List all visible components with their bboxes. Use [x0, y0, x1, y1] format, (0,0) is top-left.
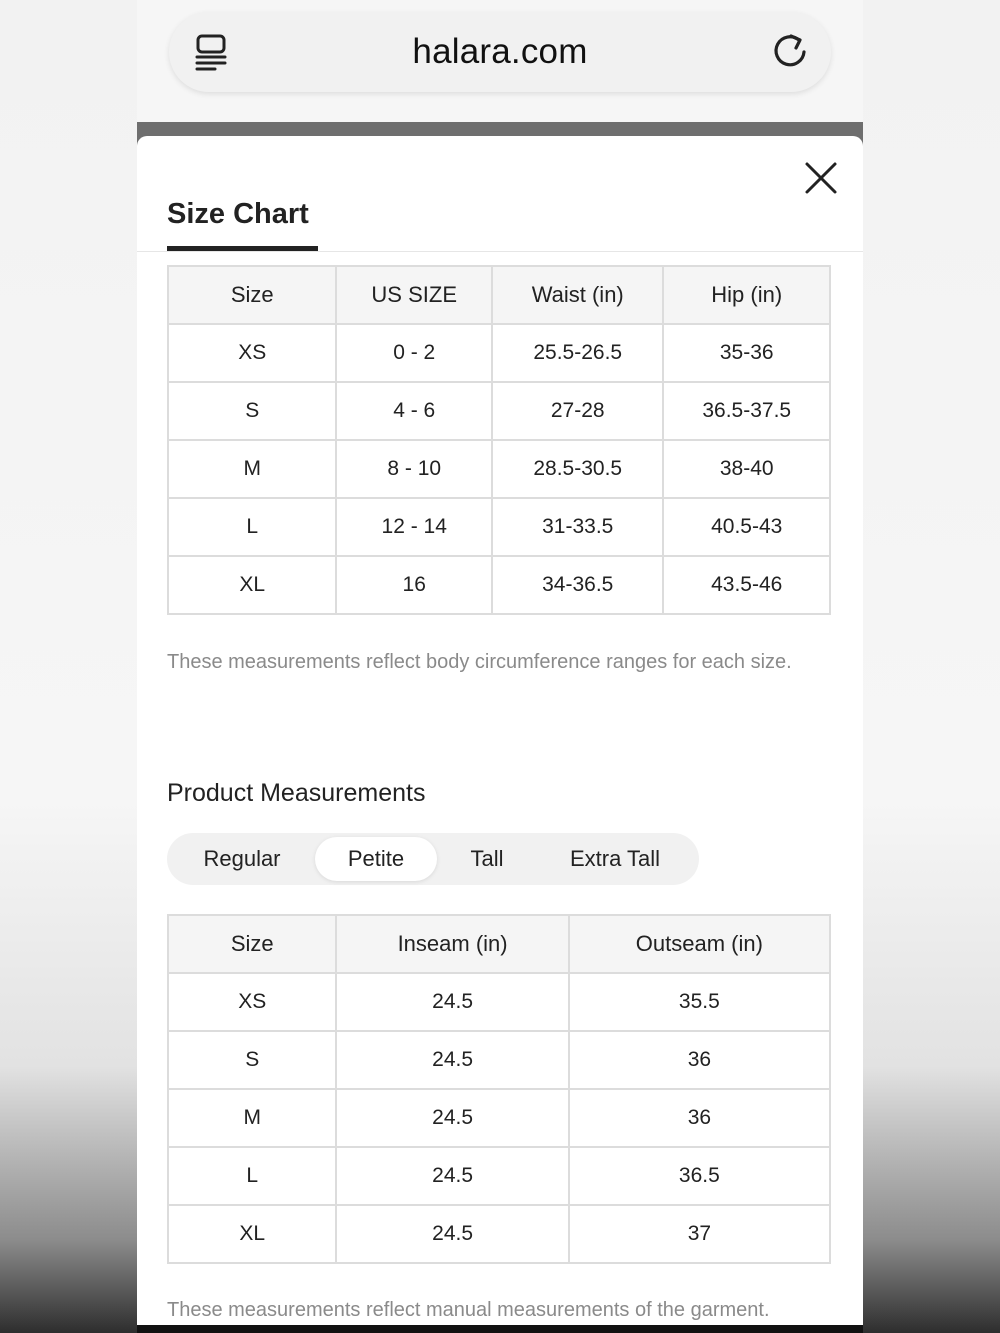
cell-size: S — [168, 382, 336, 440]
address-bar[interactable] — [169, 12, 831, 92]
cell-outseam: 36 — [569, 1031, 830, 1089]
table-header-row — [168, 915, 830, 973]
tab-petite[interactable]: Petite — [315, 837, 437, 881]
table-row — [168, 440, 830, 498]
table-row — [168, 1205, 830, 1263]
cell-hip: 40.5-43 — [663, 498, 830, 556]
header-hip: Hip (in) — [663, 266, 830, 324]
cell-waist: 25.5-26.5 — [492, 324, 663, 382]
cell-hip: 43.5-46 — [663, 556, 830, 614]
cell-us-size: 8 - 10 — [336, 440, 492, 498]
cell-hip: 35-36 — [663, 324, 830, 382]
header-size: Size — [168, 266, 336, 324]
tab-regular[interactable]: Regular — [203, 846, 281, 871]
cell-inseam: 24.5 — [336, 1205, 568, 1263]
table-row — [168, 1147, 830, 1205]
cell-us-size: 4 - 6 — [336, 382, 492, 440]
sheet-title[interactable]: Size Chart — [167, 198, 309, 230]
product-measurements-title: Product Measurements — [167, 779, 426, 807]
phone-screen — [137, 0, 863, 1333]
cell-inseam: 24.5 — [336, 1089, 568, 1147]
cell-size: XS — [168, 324, 336, 382]
reload-icon[interactable] — [769, 30, 811, 72]
url-text[interactable]: halara.com — [412, 32, 588, 71]
fit-segmented-control — [167, 833, 699, 885]
tab-extra-tall[interactable]: Extra Tall — [569, 846, 661, 871]
cell-outseam: 37 — [569, 1205, 830, 1263]
cell-us-size: 12 - 14 — [336, 498, 492, 556]
cell-waist: 31-33.5 — [492, 498, 663, 556]
header-us-size: US SIZE — [336, 266, 492, 324]
divider — [137, 251, 863, 252]
size-chart-sheet — [137, 136, 863, 1333]
cell-waist: 27-28 — [492, 382, 663, 440]
cell-outseam: 36 — [569, 1089, 830, 1147]
cell-inseam: 24.5 — [336, 1031, 568, 1089]
cell-waist: 34-36.5 — [492, 556, 663, 614]
cell-hip: 38-40 — [663, 440, 830, 498]
cell-size: S — [168, 1031, 336, 1089]
header-size: Size — [168, 915, 336, 973]
table-row — [168, 556, 830, 614]
header-waist: Waist (in) — [492, 266, 663, 324]
cell-size: XL — [168, 556, 336, 614]
background-left — [0, 0, 137, 1333]
size-chart-table — [167, 265, 831, 615]
size-chart-note: These measurements reflect body circumference ranges for each size. — [167, 651, 792, 673]
cell-inseam: 24.5 — [336, 1147, 568, 1205]
cell-us-size: 16 — [336, 556, 492, 614]
cell-size: XS — [168, 973, 336, 1031]
cell-outseam: 36.5 — [569, 1147, 830, 1205]
product-measurements-note: These measurements reflect manual measurements of the garment. — [167, 1299, 770, 1321]
browser-toolbar — [137, 0, 863, 122]
table-row — [168, 382, 830, 440]
cell-size: M — [168, 440, 336, 498]
header-outseam: Outseam (in) — [569, 915, 830, 973]
table-row — [168, 1031, 830, 1089]
bottom-edge — [137, 1325, 863, 1333]
cell-hip: 36.5-37.5 — [663, 382, 830, 440]
table-row — [168, 1089, 830, 1147]
product-measurements-table — [167, 914, 831, 1264]
cell-size: L — [168, 498, 336, 556]
cell-size: XL — [168, 1205, 336, 1263]
table-row — [168, 498, 830, 556]
tab-tall[interactable]: Tall — [470, 846, 504, 871]
cell-size: M — [168, 1089, 336, 1147]
table-header-row — [168, 266, 830, 324]
background-right — [863, 0, 1000, 1333]
cell-waist: 28.5-30.5 — [492, 440, 663, 498]
close-icon[interactable] — [803, 160, 839, 196]
cell-inseam: 24.5 — [336, 973, 568, 1031]
header-inseam: Inseam (in) — [336, 915, 568, 973]
cell-outseam: 35.5 — [569, 973, 830, 1031]
table-row — [168, 973, 830, 1031]
cell-size: L — [168, 1147, 336, 1205]
table-row — [168, 324, 830, 382]
cell-us-size: 0 - 2 — [336, 324, 492, 382]
